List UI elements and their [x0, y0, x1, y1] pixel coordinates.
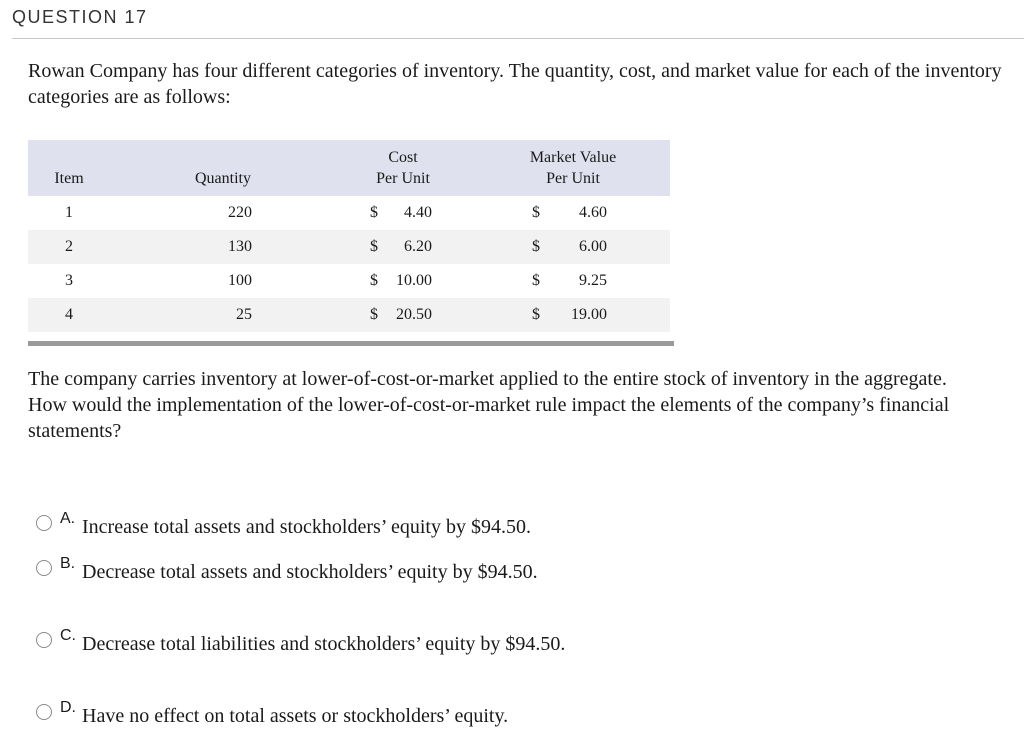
- cell-cost: 20.50: [396, 306, 432, 323]
- cell-quantity: 100: [228, 272, 252, 289]
- cell-cost: 10.00: [396, 272, 432, 289]
- option-text-d[interactable]: Have no effect on total assets or stockholders’ equity.: [82, 705, 509, 727]
- table-row: [28, 230, 670, 264]
- option-letter-d: D.: [60, 699, 76, 716]
- option-c[interactable]: [36, 629, 656, 659]
- question-header: [0, 0, 1024, 38]
- cell-item: 3: [65, 272, 73, 289]
- option-a[interactable]: [36, 512, 636, 542]
- cell-quantity: 130: [228, 238, 252, 255]
- cell-item: 4: [65, 306, 73, 323]
- option-letter-c: C.: [60, 627, 76, 644]
- cell-cost-symbol: $: [370, 204, 378, 221]
- table-header-row: [28, 140, 670, 196]
- cell-market: 9.25: [579, 272, 607, 289]
- question-intro: Rowan Company has four different categories of inventory. The quantity, cost, and market value for each of the inventory categories are as follows:: [28, 60, 1002, 108]
- cell-item: 1: [65, 204, 73, 221]
- inventory-table: [28, 140, 670, 334]
- cell-market: 4.60: [579, 204, 607, 221]
- cell-quantity: 220: [228, 204, 252, 221]
- cell-quantity: 25: [236, 306, 252, 323]
- header-quantity: Quantity: [195, 170, 251, 187]
- radio-button-c[interactable]: [36, 632, 52, 648]
- cell-market-symbol: $: [532, 272, 540, 289]
- cell-cost-symbol: $: [370, 306, 378, 323]
- cell-market-symbol: $: [532, 238, 540, 255]
- option-b[interactable]: [36, 557, 636, 587]
- header-market-line2: Per Unit: [546, 170, 600, 187]
- header-item: Item: [54, 170, 84, 187]
- option-letter-a: A.: [60, 510, 76, 527]
- header-market-line1: Market Value: [529, 149, 617, 166]
- cell-cost: 4.40: [404, 204, 432, 221]
- header-divider: [12, 38, 1024, 39]
- option-d[interactable]: [36, 701, 636, 731]
- cell-market: 6.00: [579, 238, 607, 255]
- radio-button-b[interactable]: [36, 560, 52, 576]
- table-row: [28, 196, 670, 230]
- cell-cost-symbol: $: [370, 272, 378, 289]
- table-row: [28, 298, 670, 332]
- option-letter-b: B.: [60, 555, 76, 572]
- cell-cost: 6.20: [404, 238, 432, 255]
- header-cost-line2: Per Unit: [376, 170, 430, 187]
- cell-item: 2: [65, 238, 73, 255]
- cell-market: 19.00: [571, 306, 607, 323]
- cell-market-symbol: $: [532, 306, 540, 323]
- radio-button-d[interactable]: [36, 704, 52, 720]
- cell-market-symbol: $: [532, 204, 540, 221]
- table-row: [28, 264, 670, 298]
- option-text-c[interactable]: Decrease total liabilities and stockholders’ equity by $94.50.: [82, 633, 566, 655]
- question-body: The company carries inventory at lower-of-cost-or-market applied to the entire stock of inventory in the aggregate. How would the implementation of the lower-of-cost-or-market rule impact the elements of the company’s financial statements?: [28, 368, 950, 442]
- radio-button-a[interactable]: [36, 515, 52, 531]
- cell-cost-symbol: $: [370, 238, 378, 255]
- header-cost-line1: Cost: [388, 149, 418, 166]
- question-title: QUESTION 17: [12, 7, 148, 27]
- table-bottom-rule: [28, 341, 674, 346]
- option-text-b[interactable]: Decrease total assets and stockholders’ equity by $94.50.: [82, 561, 538, 583]
- option-text-a[interactable]: Increase total assets and stockholders’ equity by $94.50.: [82, 516, 531, 538]
